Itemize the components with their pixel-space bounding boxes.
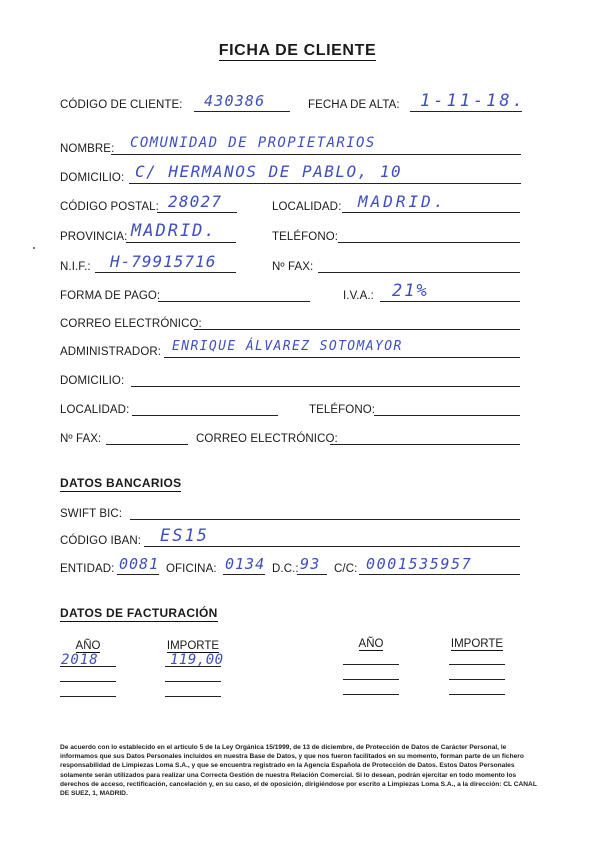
col-importe-left-text: IMPORTE [166, 640, 220, 652]
value-oficina[interactable]: 0134 [225, 555, 266, 573]
line-adm-domicilio[interactable] [131, 386, 520, 387]
value-codigo-postal[interactable]: 28027 [168, 192, 223, 211]
label-administrador: ADMINISTRADOR: [60, 346, 162, 358]
line-administrador [164, 357, 520, 358]
label-telefono: TELÉFONO: [272, 231, 339, 243]
label-fax: Nº FAX: [272, 261, 314, 273]
value-administrador[interactable]: ENRIQUE ÁLVAREZ SOTOMAYOR [172, 339, 403, 354]
line-codigo-postal [157, 212, 237, 213]
line-localidad [342, 212, 520, 213]
line-right-row1-importe[interactable] [449, 664, 505, 665]
col-ano-right [343, 638, 399, 650]
label-adm-correo: CORREO ELECTRÓNICO: [196, 433, 338, 445]
line-iban [144, 546, 520, 547]
label-nombre: NOMBRE: [60, 143, 115, 155]
form-title [0, 42, 595, 60]
label-nif: N.I.F.: [60, 261, 91, 273]
label-localidad: LOCALIDAD: [272, 201, 342, 213]
value-dc[interactable]: 93 [300, 555, 321, 573]
col-ano-right-text: AÑO [358, 638, 384, 650]
col-importe-right-text: IMPORTE [450, 638, 504, 650]
line-row1-importe [165, 666, 221, 667]
label-codigo-cliente: CÓDIGO DE CLIENTE: [60, 99, 183, 111]
line-domicilio [129, 183, 521, 184]
line-oficina [223, 574, 265, 575]
value-codigo-cliente[interactable]: 430386 [204, 92, 266, 110]
label-forma-pago: FORMA DE PAGO: [60, 290, 161, 302]
section-datos-bancarios [60, 476, 181, 490]
value-cc[interactable]: 0001535957 [366, 555, 473, 573]
label-iva: I.V.A.: [343, 290, 374, 302]
line-adm-fax[interactable] [106, 444, 188, 445]
value-fecha-alta[interactable]: 1-11-18. [420, 91, 526, 111]
line-adm-telefono[interactable] [374, 415, 520, 416]
line-right-row2-importe[interactable] [449, 679, 505, 680]
value-provincia[interactable]: MADRID. [131, 221, 217, 241]
form-title-text: FICHA DE CLIENTE [218, 42, 377, 59]
label-dc: D.C.: [272, 563, 299, 575]
label-cc: C/C: [334, 563, 358, 575]
section-datos-bancarios-text: DATOS BANCARIOS [60, 476, 182, 490]
label-codigo-postal: CÓDIGO POSTAL: [60, 201, 159, 213]
label-adm-telefono: TELÉFONO: [309, 404, 376, 416]
value-domicilio[interactable]: C/ HERMANOS DE PABLO, 10 [135, 162, 403, 181]
line-provincia [126, 242, 236, 243]
label-iban: CÓDIGO IBAN: [60, 535, 142, 547]
row1-importe[interactable]: 119,00 [170, 652, 224, 668]
legal-notice: De acuerdo con lo establecido en el artículo 5 de la Ley Orgánica 15/1999, de 13 de diciembre, de Protección de Datos de Carácter Personal, le informamos que sus Datos Personales incluidos en nuestra Base de Datos, y que nos fueron facilitados en su momento, forman parte de un fichero responsabilidad de Limpiezas Loma S.A., y que se encuentra registrado en la Agencia Española de Protección de Datos. Estos Datos Personales solamente serán utilizados para realizar una Correcta Gestión de nuestra Relación Comercial. Si lo desean, podrán ejercitar en todo momento los derechos de acceso, rectificación, cancelación y, en su caso, el de oposición, dirigiéndose por escrito a Limpiezas Loma S.A., a la dirección: CL CANAL DE SUEZ, 1, MADRID. [60, 744, 537, 798]
line-iva [380, 301, 520, 302]
margin-mark [33, 247, 35, 249]
line-row2-importe[interactable] [165, 681, 221, 682]
label-adm-localidad: LOCALIDAD: [60, 404, 130, 416]
col-importe-left [165, 640, 221, 652]
line-right-row1-ano[interactable] [343, 664, 399, 665]
label-provincia: PROVINCIA: [60, 231, 128, 243]
line-nif [95, 272, 236, 273]
label-swift: SWIFT BIC: [60, 508, 123, 520]
col-ano-left-text: AÑO [75, 640, 101, 652]
row1-ano[interactable]: 2018 [61, 652, 99, 668]
label-domicilio: DOMICILIO: [60, 172, 125, 184]
line-right-row2-ano[interactable] [343, 679, 399, 680]
line-entidad [117, 574, 159, 575]
value-iban[interactable]: ES15 [160, 526, 209, 546]
label-oficina: OFICINA: [166, 563, 217, 575]
line-adm-localidad[interactable] [132, 415, 278, 416]
line-right-row3-ano[interactable] [343, 694, 399, 695]
value-nombre[interactable]: COMUNIDAD DE PROPIETARIOS [130, 135, 376, 151]
label-correo: CORREO ELECTRÓNICO: [60, 318, 202, 330]
line-adm-correo[interactable] [330, 444, 520, 445]
line-dc [297, 574, 327, 575]
line-swift[interactable] [130, 519, 520, 520]
label-fecha-alta: FECHA DE ALTA: [308, 99, 400, 111]
line-fecha-alta [410, 111, 522, 112]
value-entidad[interactable]: 0081 [119, 555, 160, 573]
value-nif[interactable]: H-79915716 [110, 252, 217, 271]
line-right-row3-importe[interactable] [449, 694, 505, 695]
line-telefono[interactable] [338, 242, 520, 243]
section-datos-facturacion-text: DATOS DE FACTURACIÓN [60, 606, 218, 620]
label-entidad: ENTIDAD: [60, 563, 115, 575]
line-row2-ano[interactable] [60, 681, 116, 682]
col-ano-left [60, 640, 116, 652]
section-datos-facturacion [60, 606, 218, 620]
value-localidad[interactable]: MADRID. [358, 192, 447, 211]
line-codigo-cliente [194, 111, 290, 112]
col-importe-right [449, 638, 505, 650]
line-row3-ano[interactable] [60, 696, 116, 697]
line-correo[interactable] [194, 329, 520, 330]
line-fax[interactable] [318, 272, 520, 273]
line-forma-pago[interactable] [158, 301, 310, 302]
line-cc [359, 574, 520, 575]
value-iva[interactable]: 21% [392, 281, 429, 301]
label-adm-domicilio: DOMICILIO: [60, 375, 125, 387]
line-nombre [111, 154, 521, 155]
line-row1-ano [60, 666, 116, 667]
label-adm-fax: Nº FAX: [60, 433, 102, 445]
line-row3-importe[interactable] [165, 696, 221, 697]
